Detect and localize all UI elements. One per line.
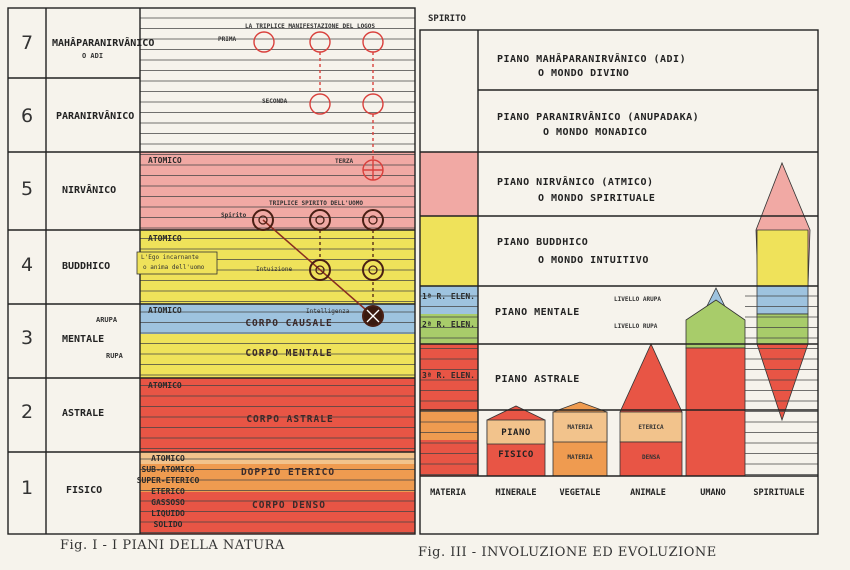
livello-arupa-label: LIVELLO ARUPA [614, 296, 661, 303]
logos-title: LA TRIPLICE MANIFESTAZIONE DEL LOGOS [244, 23, 376, 30]
piano-fisico-line2: FISICO [498, 450, 534, 460]
plane-name-1: FISICO [66, 485, 103, 496]
piano-mentale-label: PIANO MENTALE [495, 307, 580, 318]
piano-adi-line1: PIANO MAHÂPARANIRVÂNICO (ADI) [497, 54, 687, 65]
piano-para-line1: PIANO PARANIRVÂNICO (ANUPADAKA) [497, 112, 700, 123]
plane-number-1: 1 [21, 477, 34, 499]
fig3-caption: Fig. III - INVOLUZIONE ED EVOLUZIONE [418, 545, 717, 560]
logos-prima-label: PRIMA [218, 36, 237, 43]
ego-line-1: L'Ego incarnante [141, 254, 199, 261]
plane-name-2: ASTRALE [62, 408, 105, 419]
piano-para-line2: O MONDO MONADICO [543, 127, 648, 138]
atomico-label-astrale: ATOMICO [148, 381, 182, 390]
elementale-1: 1ª R. ELEN. [422, 292, 475, 301]
plane-number-6: 6 [21, 105, 34, 127]
axis-minerale: MINERALE [495, 488, 537, 498]
logos-seconda-label: SECONDA [262, 98, 288, 105]
vegetale-materia-1: MATERIA [567, 424, 593, 431]
spirito-label: Spirito [221, 212, 247, 219]
doppio-eterico-label: DOPPIO ETERICO [240, 467, 336, 478]
fisico-layer-atomico: ATOMICO [151, 454, 185, 463]
corpo-astrale-label: CORPO ASTRALE [246, 414, 334, 425]
piano-fisico-line1: PIANO [501, 428, 531, 438]
fisico-layer-solido: SOLIDO [153, 520, 183, 529]
piano-budd-line2: O MONDO INTUITIVO [538, 255, 649, 266]
corpo-causale-label: CORPO CAUSALE [245, 318, 333, 329]
side-label-arupa: ARUPA [96, 316, 118, 324]
plane-number-2: 2 [21, 401, 34, 423]
axis-spirituale: SPIRITUALE [753, 488, 805, 498]
livello-rupa-label: LIVELLO RUPA [614, 323, 658, 330]
fig3-backgrounds [420, 152, 478, 476]
corpo-denso-label: CORPO DENSO [252, 500, 326, 511]
plane-number-3: 3 [21, 327, 34, 349]
axis-vegetale: VEGETALE [559, 488, 601, 498]
triplice-spirito-label: TRIPLICE SPIRITO DELL'UOMO [269, 200, 363, 207]
piano-nirv-line1: PIANO NIRVÂNICO (ATMICO) [497, 177, 654, 188]
intelligenza-label: Intelligenza [306, 308, 350, 315]
plane-sub-7: O ADI [82, 52, 104, 60]
piano-adi-line2: O MONDO DIVINO [538, 68, 630, 79]
intuizione-label: Intuizione [256, 266, 293, 273]
fisico-layer-supereterico: SUPER-ETERICO [136, 476, 200, 485]
animale-eterica: ETERICA [638, 424, 664, 431]
plane-name-3: MENTALE [62, 334, 105, 345]
plane-name-6: PARANIRVÂNICO [56, 111, 135, 122]
logos-terza-label: TERZA [335, 158, 354, 165]
plane-number-4: 4 [21, 254, 34, 276]
elementale-2: 2ª R. ELEN. [422, 320, 475, 329]
vegetale-materia-2: MATERIA [567, 454, 593, 461]
plane-name-4: BUDDHICO [62, 261, 111, 272]
ego-line-2: o anima dell'uomo [143, 264, 205, 271]
fisico-layer-eterico: ETERICO [151, 487, 185, 496]
piano-budd-line1: PIANO BUDDHICO [497, 237, 589, 248]
corpo-mentale-label: CORPO MENTALE [245, 348, 333, 359]
piano-astrale-label: PIANO ASTRALE [495, 374, 580, 385]
piano-nirv-line2: O MONDO SPIRITUALE [538, 193, 656, 204]
axis-materia: MATERIA [430, 488, 466, 498]
plane-number-5: 5 [21, 178, 34, 200]
side-label-rupa: RUPA [106, 352, 123, 360]
fisico-layer-subatomico: SUB-ATOMICO [141, 465, 195, 474]
plane-name-5: NIRVÂNICO [62, 185, 117, 196]
plane-number-7: 7 [21, 32, 34, 54]
axis-umano: UMANO [700, 488, 726, 498]
fisico-layer-liquido: LIQUIDO [151, 509, 185, 518]
fig1-caption: Fig. I - I PIANI DELLA NATURA [60, 538, 285, 553]
spirito-top-label: SPIRITO [428, 14, 466, 24]
atomico-label-mentale: ATOMICO [148, 306, 182, 315]
atomico-label-buddhico: ATOMICO [148, 234, 182, 243]
animale-densa: DENSA [641, 454, 661, 461]
plane-name-7: MAHÂPARANIRVÂNICO [52, 38, 155, 49]
axis-animale: ANIMALE [630, 488, 666, 498]
elementale-3: 3ª R. ELEN. [422, 371, 475, 380]
atomico-label-nirvanico: ATOMICO [148, 156, 182, 165]
fisico-layer-gassoso: GASSOSO [151, 498, 185, 507]
